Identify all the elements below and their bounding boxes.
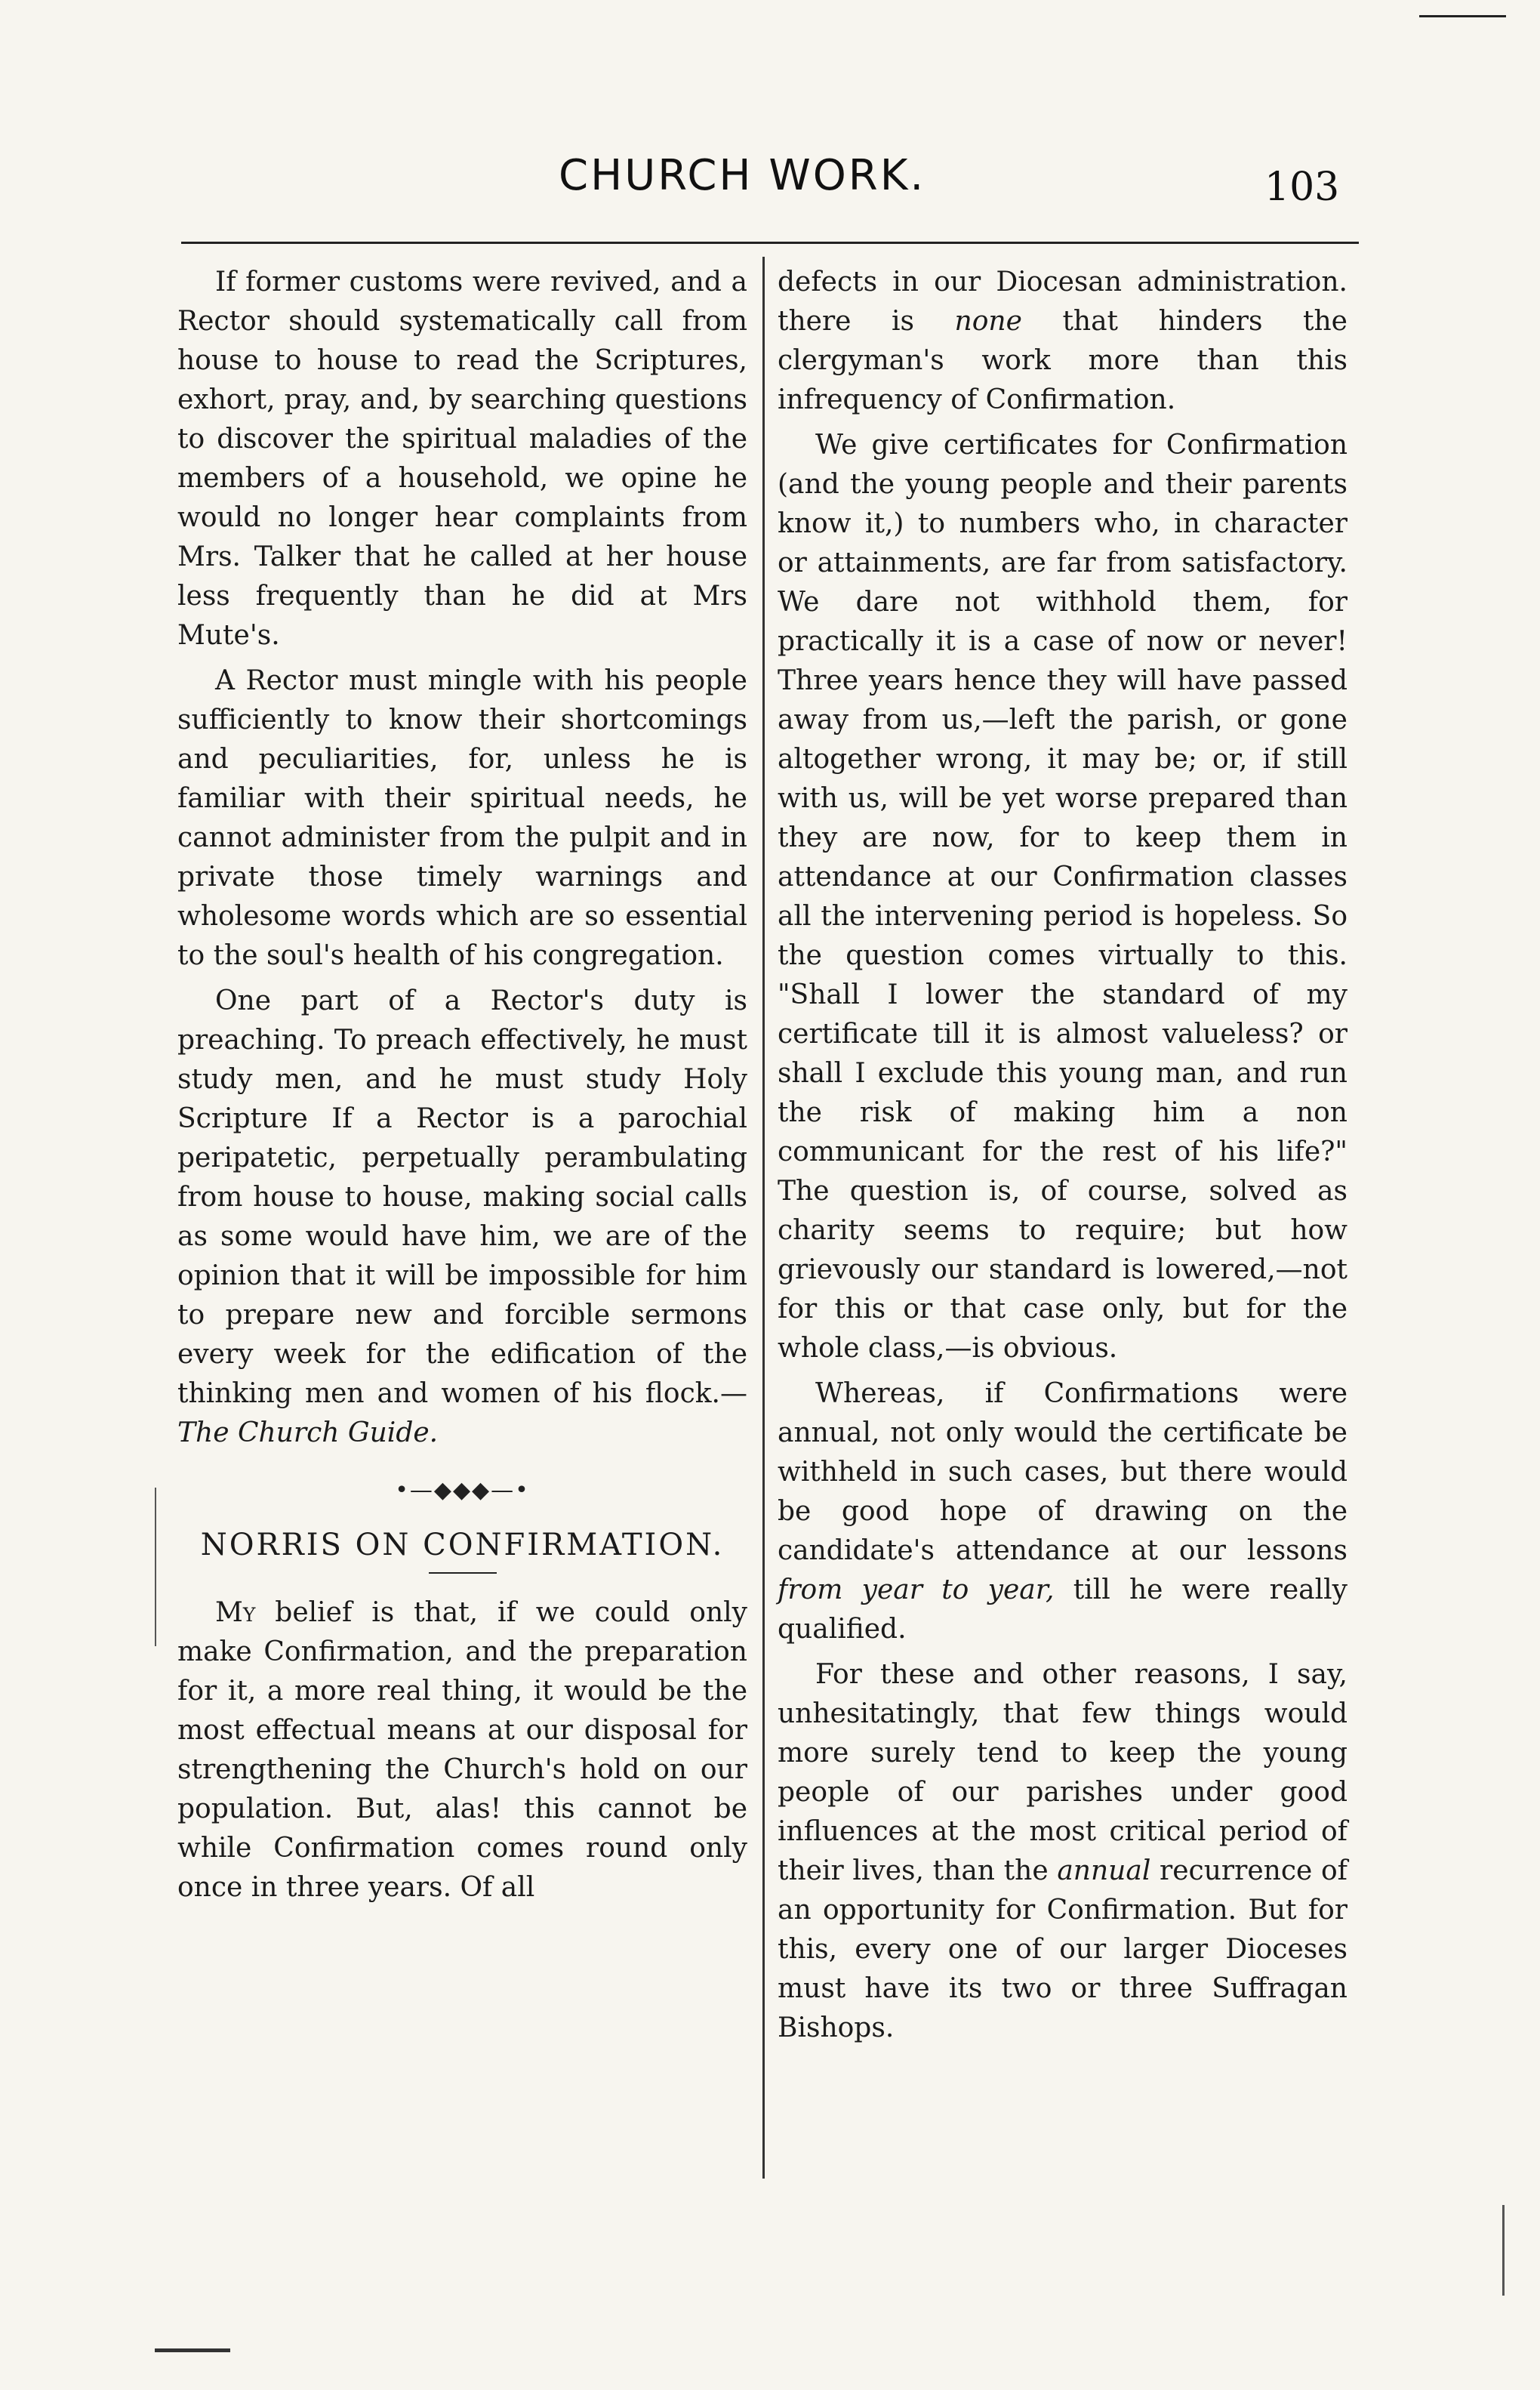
paragraph — [778, 263, 1348, 420]
running-head: CHURCH WORK. — [559, 151, 926, 200]
paragraph-text: defects in our Diocesan administration. there is — [778, 267, 1348, 337]
paragraph: A Rector must mingle with his people sufficiently to know their shortcomings and peculiarities, for, unless he is familiar with their spiritual needs, he cannot administer from the pulpit and in private those timely warnings and wholesome words which are so essential to the soul's health of his congregation. — [177, 665, 747, 971]
paragraph — [778, 1374, 1348, 1649]
margin-mark — [155, 1488, 156, 1646]
margin-mark — [1502, 2205, 1505, 2296]
header-rule — [181, 242, 1359, 244]
paragraph-text: recurrence of an opportunity for Confirmation. But for this, every one of our larger Dioceses must have its two or three Suffragan Bishops. — [778, 1855, 1348, 2043]
first-word: My — [215, 1597, 256, 1628]
paragraph: If former customs were revived, and a Rector should systematically call from house to house to read the Scriptures, exhort, pray, and, by searching questions to discover the spiritual maladies of the members of a household, we opine he would no longer hear complaints from Mrs. Talker that he called at her house less frequently than he did at Mrs Mute's. — [177, 267, 747, 651]
paragraph-text: One part of a Rector's duty is preaching. To preach effectively, he must study men, and he must study Holy Scripture If a Rector is a parochial peripatetic, perpetually perambulating from house to house, making social calls as some would have him, we are of the opinion that it will be impossible for him to prepare new and forcible sermons every week for the edification of the thinking men and women of his flock.— — [177, 985, 747, 1409]
print-smudge — [155, 2348, 230, 2352]
paragraph-text: belief is that, if we could only make Confirmation, and the preparation for it, a more real thing, it would be the most effectual means at our disposal for strengthening the Church's hold on our population. But, alas! this cannot be while Confirmation comes round only once in three years. Of all — [177, 1597, 747, 1903]
top-corner-rule — [1419, 15, 1506, 17]
emphasis: none — [954, 306, 1022, 337]
emphasis: annual — [1057, 1855, 1151, 1886]
heading-rule — [429, 1572, 497, 1574]
page-number: 103 — [1264, 165, 1340, 210]
paragraph-text: For these and other reasons, I say, unhesitatingly, that few things would more surely tend to keep the young people of our parishes under good influences at the most critical period of their lives, than the — [778, 1659, 1348, 1886]
section-heading: NORRIS ON CONFIRMATION. — [200, 1528, 725, 1562]
paragraph: We give certificates for Confirmation (and the young people and their parents know it,) to numbers who, in character or attainments, are far from satisfactory. We dare not withhold them, for practically it is a case of now or never! Three years hence they will have passed away from us,—left the parish, or gone altogether wrong, it may be; or, if still with us, will be yet worse prepared than they are now, for to keep them in attendance at our Confirmation classes all the intervening period is hopeless. So the question comes virtually to this. "Shall I lower the standard of my certificate till it is almost valueless? or shall I exclude this young man, and run the risk of making him a non communicant for the rest of his life?" The question is, of course, solved as charity seems to require; but how grievously our standard is lowered,—not for this or that case only, but for the whole class,—is obvious. — [778, 430, 1348, 1364]
right-column — [778, 263, 1348, 2054]
left-column — [177, 263, 747, 1914]
paragraph-text: Whereas, if Confirmations were annual, not only would the certificate be withheld in such cases, but there would be good hope of drawing on the candidate's attendance at our lessons — [778, 1378, 1348, 1566]
paragraph — [778, 1655, 1348, 2048]
paragraph — [177, 982, 747, 1453]
paragraph-text: that hinders the clergyman's work more than this infrequency of Confirmation. — [778, 306, 1348, 415]
emphasis: from year to year, — [778, 1574, 1055, 1605]
section-ornament: •—◆◆◆—• — [395, 1477, 530, 1503]
source-citation: The Church Guide. — [177, 1417, 439, 1448]
column-divider — [762, 257, 765, 2179]
paragraph — [177, 1593, 747, 1907]
paragraph-text: till he were really qualified. — [778, 1574, 1348, 1645]
